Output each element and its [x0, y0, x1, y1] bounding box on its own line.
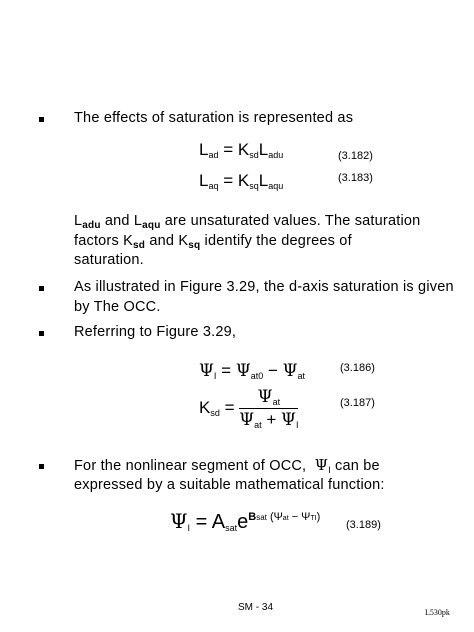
equation-number-3-186: (3.186): [340, 362, 375, 374]
bullet-text-referring-figure: Referring to Figure 3.29,: [74, 324, 237, 340]
bullet-marker: [39, 117, 44, 122]
bullet-marker: [39, 331, 44, 336]
bullet-marker: [39, 286, 44, 291]
equation-3-186: $\Psi_I = \Psi_{at0} - \Psi_{at}$: [199, 361, 306, 381]
bullet-text-d-axis-saturation: As illustrated in Figure 3.29, the d-axis saturation is given by The OCC.: [74, 279, 454, 315]
equation-3-182: $L_{ad} = K_{sd}L_{adu}$: [199, 140, 284, 160]
unsaturated-paragraph-line-2: factors $K_{sd}$ and $K_{sq}$ identify the degrees of: [74, 233, 352, 251]
bullet-text-nonlinear-line-2: expressed by a suitable mathematical function:: [74, 477, 385, 493]
equation-3-187: $K_{sd}$ = $\frac{\Psi_{at}}{\Psi_{at} + \Psi_I}$: [199, 387, 299, 430]
fraction-ksd: $\frac{\Psi_{at}}{\Psi_{at} + \Psi_I}$: [239, 387, 299, 430]
equation-3-183: $L_{aq} = K_{sq}L_{aqu}$: [199, 171, 284, 191]
equation-number-3-187: (3.187): [340, 397, 375, 409]
bullet-marker: [39, 464, 44, 469]
psi-symbol: Ψ: [314, 456, 329, 474]
equation-number-3-183: (3.183): [338, 172, 373, 184]
bullet-text-saturation-intro: The effects of saturation is represented as: [74, 110, 354, 126]
equation-number-3-189: (3.189): [346, 519, 381, 531]
equation-3-189: $\Psi_I = A_{sat}e^{Bsat (\Psi at - \Psi TI)}$: [170, 509, 321, 533]
footer-corner-label: L530pk: [425, 608, 450, 617]
unsaturated-paragraph-line-1: $L_{adu}$ and $L_{aqu}$ are unsaturated values. The saturation: [74, 213, 421, 231]
bullet-text-nonlinear-segment: For the nonlinear segment of OCC, $\Psi_I$ can be: [74, 456, 380, 475]
unsaturated-paragraph-line-3: saturation.: [74, 252, 144, 268]
equation-number-3-182: (3.182): [338, 150, 373, 162]
page-number: SM - 34: [238, 602, 274, 613]
